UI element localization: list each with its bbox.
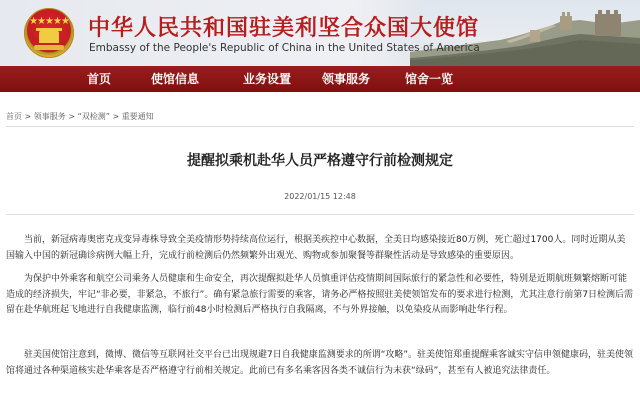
nav-item-home[interactable]: 首页 [87,72,112,86]
breadcrumb-item-notice[interactable]: 重要通知 [121,112,154,121]
breadcrumb-separator: > [24,112,32,121]
nav-item-facilities[interactable]: 馆舍一览 [405,72,454,86]
article-paragraph: 为保护中外乘客和航空公司乘务人员健康和生命安全，再次提醒拟赴华人员慎重评估疫情期间国际旅行的紧急性和必要性，特别是近期航班频繁熔断可能造成的经济损失，牢记“非必要，非紧急，不旅行”。确有紧急旅行需要的乘客，请务必严格按照驻美使领馆发布的要求进行检测，尤其注意行前第7日检测后需留在赴华航班起飞地进行自我健康监测，临行前48小时检测后严格执行自我隔离，不与外界接触，以免染疫从而影响赴华行程。 [6,274,634,315]
breadcrumb-item-double-test[interactable]: “双检测” [77,112,110,121]
national-emblem-icon[interactable]: ★★★★★ [24,8,74,58]
main-nav [0,66,640,92]
article-date: 2022/01/15 12:48 [284,192,356,201]
site-subtitle: Embassy of the People's Republic of China in the United States of America [89,42,480,54]
article-paragraph: 驻美国使馆注意到，微博、微信等互联网社交平台已出现规避7日自我健康监测要求的所谓“攻略”。驻美使馆郑重提醒乘客诚实守信申领健康码，驻美使领馆将通过各种渠道核实赴华乘客是否严格遵守行前相关规定。此前已有多名乘客因各类不诚信行为未获“绿码”，甚至有人被追究法律责任。 [6,350,634,376]
article-title: 提醒拟乘机赴华人员严格遵守行前检测规定 [187,153,453,169]
site-header [0,0,640,66]
breadcrumb-separator: > [112,112,120,121]
article-paragraph: 当前，新冠病毒奥密克戎变异毒株导致全美疫情形势持续高位运行，根据美疾控中心数据，全美日均感染接近80万例，死亡超过1700人。同时近期从美国输入中国的新冠确诊病例大幅上升，完成行前检测后仍然频繁外出观光、购物或参加聚餐等群聚性活动是导致感染的重要原因。 [6,235,626,261]
breadcrumb [6,111,154,122]
nav-item-departments[interactable]: 业务设置 [243,72,292,86]
nav-item-consular[interactable]: 领事服务 [322,72,371,86]
site-title[interactable]: 中华人民共和国驻美利坚合众国大使馆 [88,16,480,41]
breadcrumb-separator: > [68,112,76,121]
breadcrumb-item-home[interactable]: 首页 [6,112,22,121]
nav-item-embassy-info[interactable]: 使馆信息 [151,72,200,86]
divider [6,126,634,127]
divider [6,214,634,215]
breadcrumb-item-consular[interactable]: 领事服务 [33,112,66,121]
